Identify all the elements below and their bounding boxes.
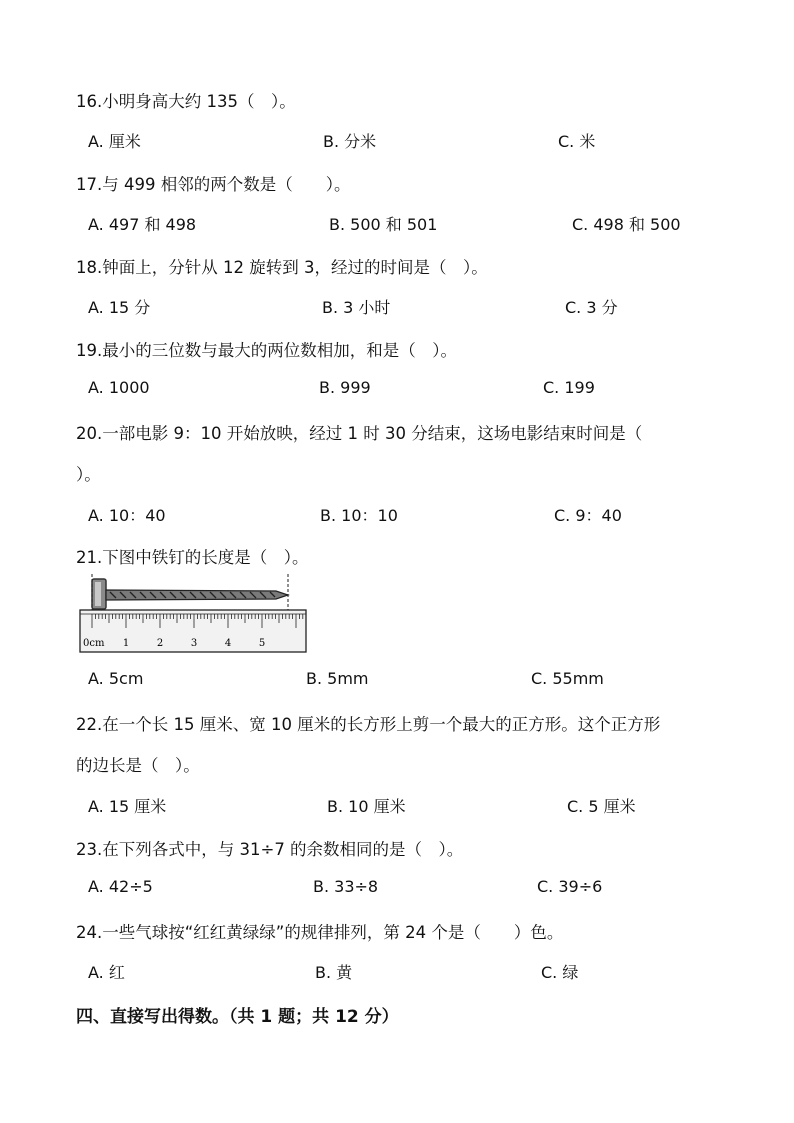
- ruler: [80, 610, 306, 652]
- option-b[interactable]: B. 10：10: [320, 506, 398, 525]
- question-22: 22.在一个长 15 厘米、宽 10 厘米的长方形上剪一个最大的正方形。这个正方形: [76, 715, 661, 734]
- option-b[interactable]: B. 黄: [315, 963, 353, 982]
- section-title: 四、直接写出得数。（共 1 题；共 12 分）: [76, 1007, 399, 1027]
- option-a[interactable]: A. 厘米: [88, 132, 141, 151]
- question-18: 18.钟面上，分针从 12 旋转到 3，经过的时间是（ ）。: [76, 258, 488, 277]
- question-21: 21.下图中铁钉的长度是（ ）。: [76, 548, 309, 567]
- question-20: 20.一部电影 9：10 开始放映，经过 1 时 30 分结束，这场电影结束时间是（: [76, 424, 643, 443]
- option-a[interactable]: A. 497 和 498: [88, 215, 197, 234]
- option-c[interactable]: C. 498 和 500: [572, 215, 681, 234]
- ruler-tick-label: 4: [224, 638, 232, 649]
- ruler-tick-label: 5: [258, 638, 266, 649]
- option-c[interactable]: C. 199: [543, 378, 595, 397]
- option-a[interactable]: A. 42÷5: [88, 877, 153, 896]
- question-17: 17.与 499 相邻的两个数是（ ）。: [76, 175, 351, 194]
- option-a[interactable]: A. 15 分: [88, 298, 151, 317]
- option-b[interactable]: B. 500 和 501: [329, 215, 438, 234]
- option-b[interactable]: B. 10 厘米: [327, 797, 406, 816]
- option-a[interactable]: A. 1000: [88, 378, 150, 397]
- option-c[interactable]: C. 39÷6: [537, 877, 603, 896]
- question-16: 16.小明身高大约 135（ ）。: [76, 92, 296, 111]
- ruler-tick-label: 2: [156, 638, 164, 649]
- option-c[interactable]: C. 米: [558, 132, 596, 151]
- option-b[interactable]: B. 分米: [323, 132, 377, 151]
- option-a[interactable]: A. 15 厘米: [88, 797, 167, 816]
- nail-ruler-figure: [76, 574, 308, 654]
- option-a[interactable]: A. 10：40: [88, 506, 166, 525]
- option-c[interactable]: C. 9：40: [554, 506, 622, 525]
- question-19: 19.最小的三位数与最大的两位数相加，和是（ ）。: [76, 341, 457, 360]
- question-20-continuation: ）。: [76, 465, 101, 484]
- option-c[interactable]: C. 5 厘米: [567, 797, 636, 816]
- option-b[interactable]: B. 999: [319, 378, 371, 397]
- ruler-unit-label: 0cm: [83, 638, 105, 649]
- option-c[interactable]: C. 绿: [541, 963, 579, 982]
- question-23: 23.在下列各式中，与 31÷7 的余数相同的是（ ）。: [76, 840, 464, 859]
- ruler-tick-label: 1: [122, 638, 130, 649]
- option-c[interactable]: C. 55mm: [531, 669, 604, 688]
- question-22-continuation: 的边长是（ ）。: [76, 756, 200, 775]
- question-24: 24.一些气球按“红红黄绿绿”的规律排列，第 24 个是（ ）色。: [76, 923, 564, 942]
- option-b[interactable]: B. 5mm: [306, 669, 369, 688]
- ruler-tick-label: 3: [190, 638, 198, 649]
- option-b[interactable]: B. 3 小时: [322, 298, 391, 317]
- option-a[interactable]: A. 红: [88, 963, 125, 982]
- option-b[interactable]: B. 33÷8: [313, 877, 379, 896]
- option-a[interactable]: A. 5cm: [88, 669, 144, 688]
- option-c[interactable]: C. 3 分: [565, 298, 618, 317]
- nail: [92, 579, 288, 609]
